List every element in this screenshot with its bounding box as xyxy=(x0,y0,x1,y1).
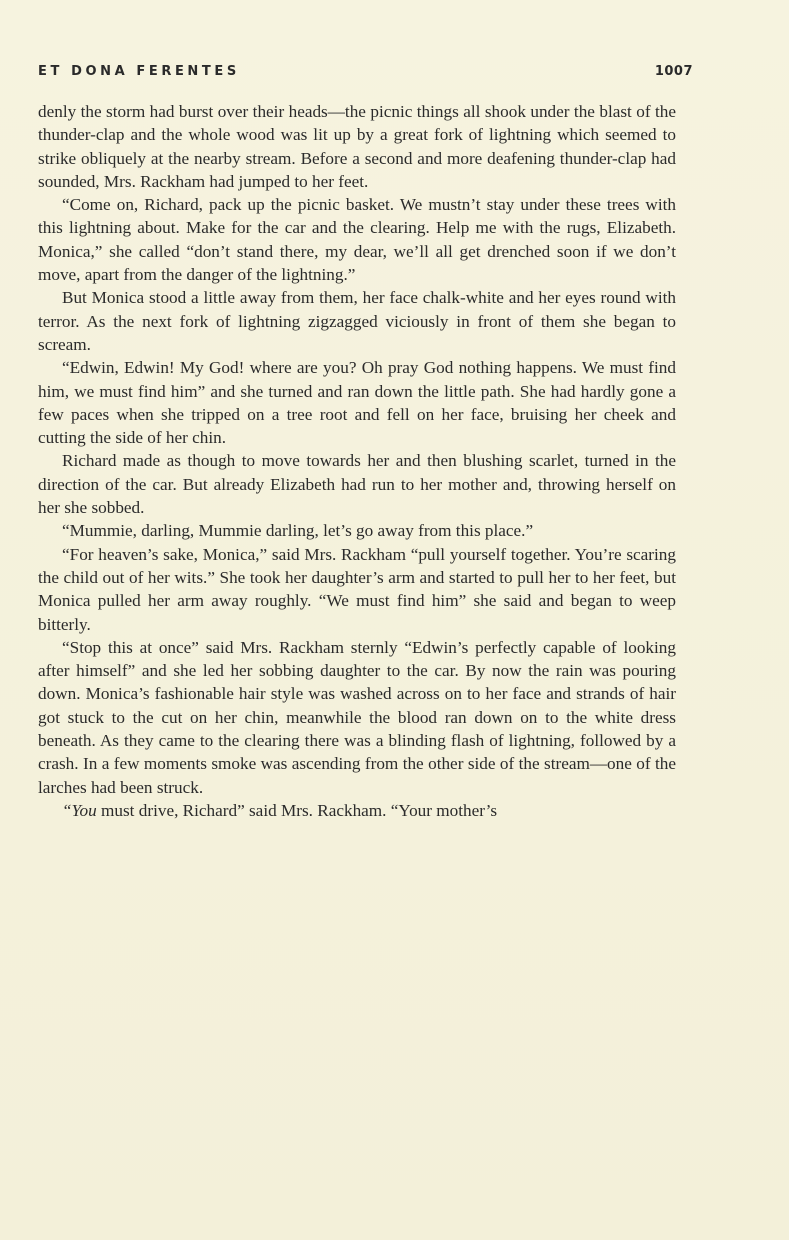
paragraph: “Mummie, darling, Mummie darling, let’s go away from this place.” xyxy=(62,521,534,541)
paragraph: “Edwin, Edwin! My God! where are you? Oh pray God nothing happens. We must find him, we must find him” and she turned and ran down the little path. She had hardly gone a few paces when she tripped on a tree root and fell on her face, bruising her cheek and cutting the side of her chin. xyxy=(38,358,676,448)
paragraph-final xyxy=(38,799,676,822)
running-title: ET DONA FERENTES xyxy=(38,64,240,79)
paragraph: But Monica stood a little away from them, her face chalk-white and her eyes round with terror. As the next fork of lightning zigzagged viciously in front of them she began to scream. xyxy=(38,288,676,354)
page-number: 1007 xyxy=(654,64,693,79)
paragraph: “For heaven’s sake, Monica,” said Mrs. Rackham “pull yourself together. You’re scaring the child out of her wits.” She took her daughter’s arm and started to pull her to her feet, but Monica pulled her arm away roughly. “We must find him” she said and began to weep bitterly. xyxy=(38,544,676,634)
running-head xyxy=(38,64,693,84)
paragraph: Richard made as though to move towards her and then blushing scarlet, turned in the direction of the car. But already Elizabeth had run to her mother and, throwing herself on her she sobbed. xyxy=(38,451,676,518)
paragraph: “Come on, Richard, pack up the picnic basket. We mustn’t stay under these trees with this lightning about. Make for the car and the clearing. Help me with the rugs, Elizabeth. Monica,” she called “don’t stand there, my dear, we’ll all get drenched soon if we don’t move, apart from the danger of the lightning.” xyxy=(38,195,676,285)
emphasized-word: “You xyxy=(62,800,97,820)
paragraph-final-text: must drive, Richard” said Mrs. Rackham. “Your mother’s xyxy=(96,800,498,820)
text-body xyxy=(38,100,676,822)
paragraph: “Stop this at once” said Mrs. Rackham sternly “Edwin’s perfectly capable of looking after himself” and she led her sobbing daughter to the car. By now the rain was pouring down. Monica’s fashionable hair style was washed across on to her face and strands of hair got stuck to the cut on her chin, meanwhile the blood ran down on to the white dress beneath. As they came to the clearing there was a blinding flash of lightning, followed by a crash. In a few moments smoke was ascending from the other side of the stream—one of the larches had been struck. xyxy=(38,637,676,797)
paragraph: denly the storm had burst over their heads—the picnic things all shook under the blast of the thunder-clap and the whole wood was lit up by a great fork of lightning which seemed to strike obliquely at the nearby stream. Before a second and more deafening thunder-clap had sounded, Mrs. Rackham had jumped to her feet. xyxy=(38,102,676,191)
